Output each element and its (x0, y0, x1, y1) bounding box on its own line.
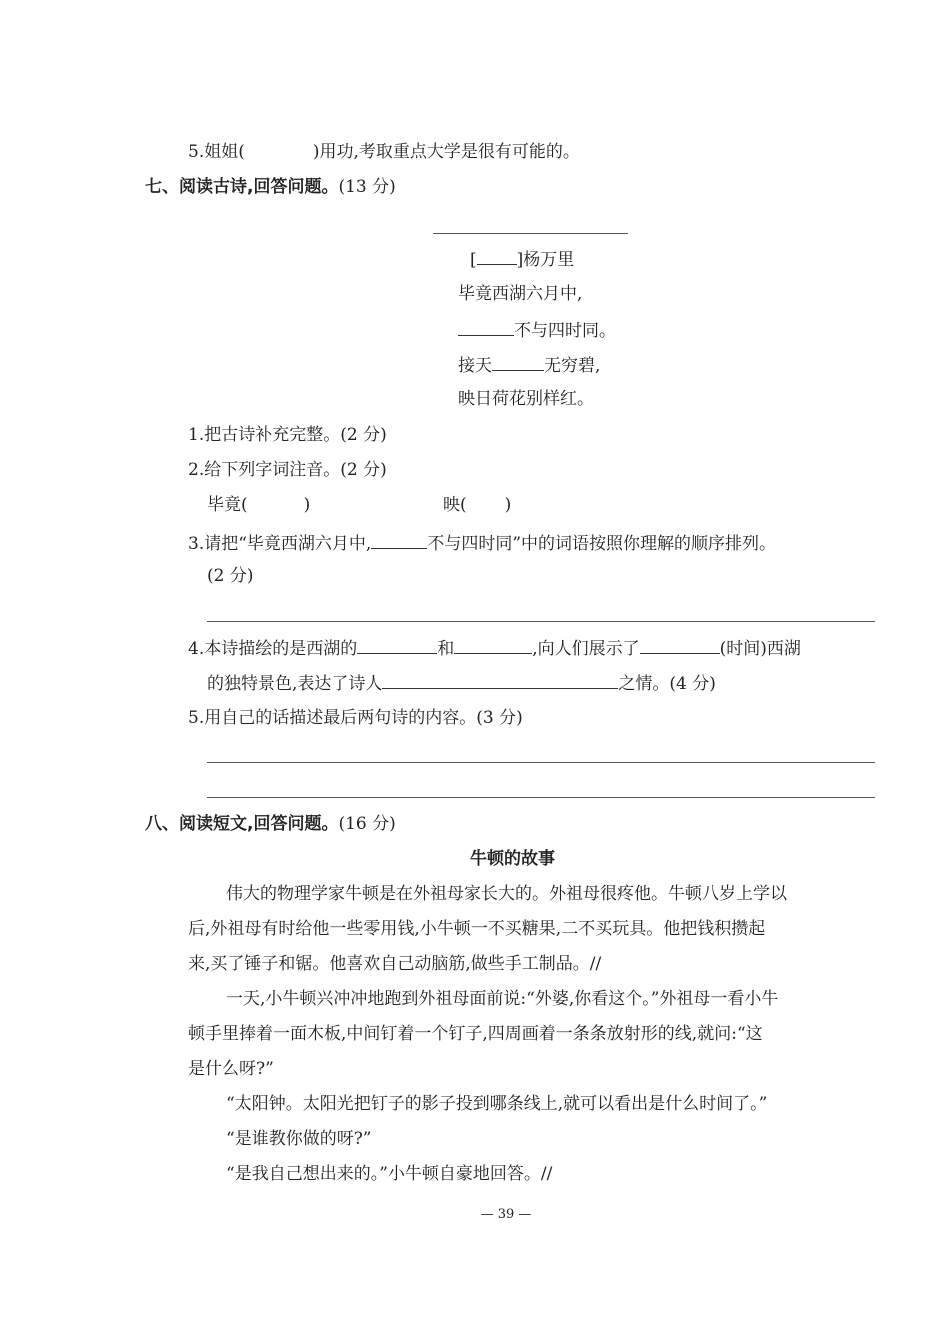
passage-line-4: 一天,小牛顿兴冲冲地跑到外祖母面前说:“外婆,你看这个。”外祖母一看小牛 (226, 989, 779, 1009)
s7-q4-blank-3[interactable] (640, 635, 720, 654)
poem-line-1: 毕竟西湖六月中, (458, 284, 583, 304)
poem-line-2: 不与四时同。 (458, 317, 616, 343)
s7-q5-answer-line-1[interactable] (207, 762, 875, 763)
s7-q3-answer-line[interactable] (207, 621, 875, 622)
passage-line-9: “是我自己想出来的。”小牛顿自豪地回答。// (226, 1164, 553, 1184)
poem-line-4: 映日荷花别样红。 (458, 389, 594, 409)
passage-line-2: 后,外祖母有时给他一些零用钱,小牛顿一不买糖果,二不买玩具。他把钱积攒起 (188, 919, 766, 939)
s7-q2-word-1: 毕竟( ) (207, 495, 311, 515)
passage-line-5: 顿手里捧着一面木板,中间钉着一个钉子,四周画着一条条放射形的线,就问:“这 (188, 1024, 763, 1044)
passage-title: 牛顿的故事 (470, 849, 555, 869)
poem-title: [ ]杨万里 (470, 246, 574, 272)
s7-q3-blank[interactable] (371, 530, 427, 549)
poem-line-2-blank[interactable] (458, 317, 514, 336)
prev-question-5: 5.姐姐( )用功,考取重点大学是很有可能的。 (188, 142, 580, 162)
passage-line-3: 来,买了锤子和锯。他喜欢自己动脑筋,做些手工制品。// (188, 954, 602, 974)
s7-q4-blank-1[interactable] (357, 635, 437, 654)
poem-line-3: 接天 无穷碧, (458, 352, 600, 378)
s7-question-4-cont: 的独特景色,表达了诗人 之情。(4 分) (207, 670, 716, 696)
s7-q4-blank-2[interactable] (454, 635, 532, 654)
passage-line-7: “太阳钟。太阳光把钉子的影子投到哪条线上,就可以看出是什么时间了。” (226, 1094, 768, 1114)
poem-title-blank[interactable] (477, 246, 517, 265)
passage-line-1: 伟大的物理学家牛顿是在外祖母家长大的。外祖母很疼他。牛顿八岁上学以 (226, 884, 787, 904)
s7-question-4: 4.本诗描绘的是西湖的 和 ,向人们展示了 (时间)西湖 (188, 635, 801, 661)
section-8-heading: 八、阅读短文,回答问题。(16 分) (145, 814, 396, 834)
passage-line-6: 是什么呀?” (188, 1059, 274, 1079)
s7-q5-answer-line-2[interactable] (207, 797, 875, 798)
s7-q4-blank-4[interactable] (382, 670, 618, 689)
passage-line-8: “是谁教你做的呀?” (226, 1129, 372, 1149)
s7-question-3-score: (2 分) (207, 566, 254, 586)
s7-question-5: 5.用自己的话描述最后两句诗的内容。(3 分) (188, 708, 523, 728)
page-number: — 39 — (480, 1207, 532, 1222)
s7-question-2: 2.给下列字词注音。(2 分) (188, 460, 387, 480)
s7-q2-word-2: 映( ) (443, 495, 512, 515)
poem-line-3-blank[interactable] (492, 352, 544, 371)
s7-question-3: 3.请把“毕竟西湖六月中, 不与四时同”中的词语按照你理解的顺序排列。 (188, 530, 776, 556)
s7-question-1: 1.把古诗补充完整。(2 分) (188, 425, 387, 445)
poem-title-answer-line[interactable] (433, 233, 628, 234)
section-7-heading: 七、阅读古诗,回答问题。(13 分) (145, 177, 396, 197)
